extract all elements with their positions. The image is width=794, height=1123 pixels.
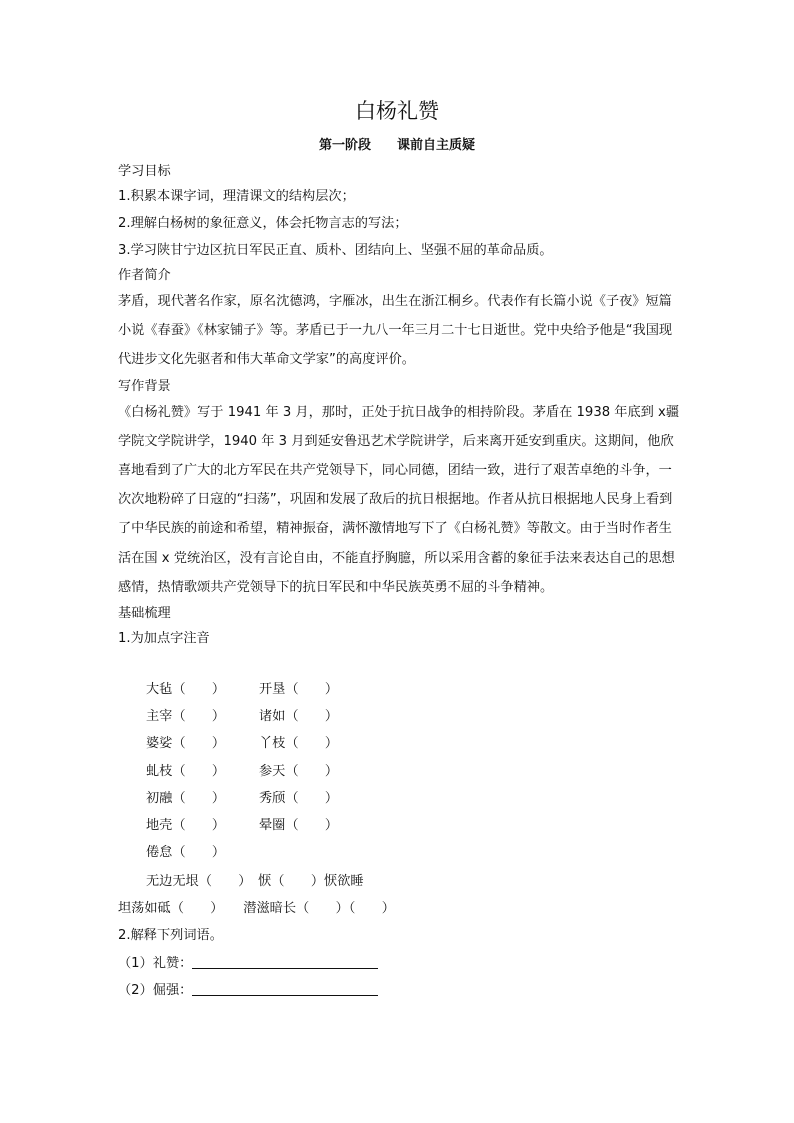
background-paragraph: 《白杨礼赞》写于 1941 年 3 月，那时，正处于抗日战争的相持阶段。茅盾在 1938 年底到 x疆学院文学院讲学，1940 年 3 月到延安鲁迅艺术学院讲学，后来离开延安到重庆。这期间，他欣喜地看到了广大的北方军民在共产党领导下，同心同德，团结一致，进行了艰苦卓绝的斗争，一次次地粉碎了日寇的“扫荡”，巩固和发展了敌后的抗日根据地。作者从抗日根据地人民身上看到了中华民族的前途和希望，精神振奋，满怀激情地写下了《白杨礼赞》等散文。由于当时作者生活在国 x 党统治区，没有言论自由，不能直抒胸臆，所以采用含蓄的象征手法来表达自己的思想感情，热情歌颂共产党领导下的抗日军民和中华民族英勇不屈的斗争精神。	[118, 404, 680, 595]
definition-label: （1）礼赞：	[118, 956, 193, 971]
pinyin-item[interactable]: 倦怠（ ）	[146, 845, 226, 861]
pinyin-item[interactable]: 秀颀（ ）	[259, 790, 339, 806]
question-1: 1.为加点字注音	[118, 631, 210, 647]
author-paragraph: 茅盾，现代著名作家，原名沈德鸿，字雁冰，出生在浙江桐乡。代表作有长篇小说《子夜》短篇小说《春蚕》《林家铺子》等。茅盾已于一九八一年三月二十七日逝世。党中央给予他是“我国现代进步文化先驱者和伟大革命文学家”的高度评价。	[118, 294, 673, 368]
goals-heading: 学习目标	[118, 164, 171, 179]
content-column	[118, 160, 682, 652]
definition-row	[118, 950, 378, 977]
goal-item: 2.理解白杨树的象征意义，体会托物言志的写法；	[118, 216, 408, 231]
pinyin-item[interactable]: 开垦（ ）	[259, 682, 339, 697]
background-heading: 写作背景	[118, 378, 171, 394]
pinyin-item[interactable]: 参天（ ）	[259, 763, 339, 779]
pinyin-last-line[interactable]: 坦荡如砥（ ） 潜滋暗长（ ）（ ）	[118, 901, 395, 916]
pinyin-item[interactable]: 初融（ ）	[146, 790, 226, 806]
goal-item: 3.学习陕甘宁边区抗日军民正直、质朴、团结向上、坚强不屈的革命品质。	[118, 243, 553, 258]
pinyin-item[interactable]: 地壳（ ）	[146, 817, 226, 833]
page-title: 白杨礼赞	[355, 99, 439, 123]
answer-blank[interactable]	[192, 954, 378, 969]
pinyin-item[interactable]: 晕圈（ ）	[259, 817, 339, 833]
pinyin-item[interactable]: 大毡（ ）	[146, 682, 226, 697]
definition-row	[118, 977, 378, 1004]
basics-heading: 基础梳理	[118, 606, 171, 622]
definition-label: （2）倔强：	[118, 983, 193, 998]
question-2: 2.解释下列词语。	[118, 928, 223, 943]
page-subtitle: 第一阶段 课前自主质疑	[318, 138, 475, 153]
goal-item: 1.积累本课字词，理清课文的结构层次；	[118, 189, 355, 204]
pinyin-extra-line[interactable]: 无边无垠（ ） 恹（ ）恹欲睡	[146, 874, 364, 889]
pinyin-item[interactable]: 虬枝（ ）	[146, 763, 226, 779]
pinyin-item[interactable]: 婆娑（ ）	[146, 736, 226, 752]
pinyin-item[interactable]: 诸如（ ）	[259, 709, 339, 725]
author-heading: 作者简介	[118, 268, 171, 283]
answer-blank[interactable]	[192, 981, 378, 996]
pinyin-item[interactable]: 主宰（ ）	[146, 709, 226, 725]
pinyin-item[interactable]: 丫枝（ ）	[259, 736, 339, 752]
